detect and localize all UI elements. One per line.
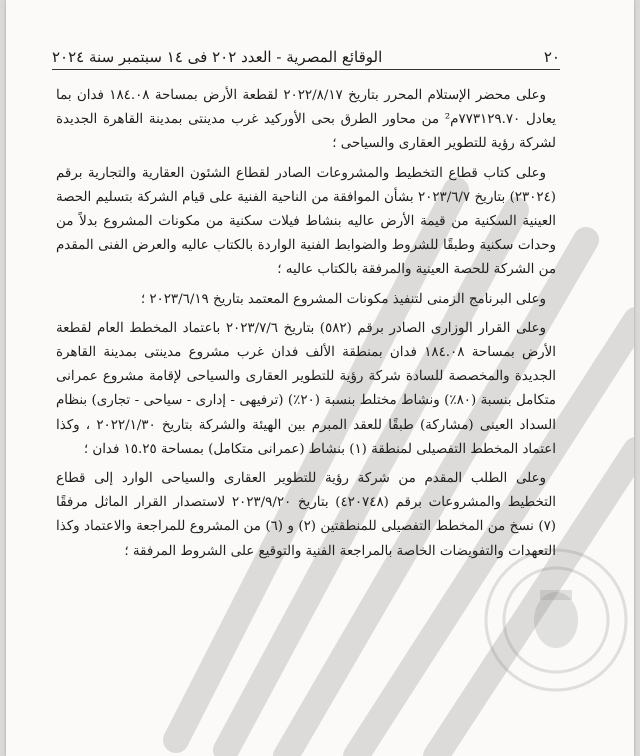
header-title: الوقائع المصرية - العدد ٢٠٢ فى ١٤ سبتمبر سنة ٢٠٢٤ xyxy=(52,48,383,66)
header-divider xyxy=(52,69,560,70)
document-page xyxy=(6,0,634,756)
paragraph: وعلى كتاب قطاع التخطيط والمشروعات الصادر لقطاع الشئون العقارية والتجارية برقم (٢٣٠٢٤) بتاريخ ٢٠٢٣/٦/٧ بشأن الموافقة من الناحية الفنية على قيام الشركة بتسليم الحصة العينية السكنية من قيمة الأرض عاليه بنشاط فيلات سكنية من مكونات المشروع بدلاً من وحدات سكنية وطبقًا للشروط والضوابط الفنية الواردة بالكتاب عاليه والعرض الفنى المقدم من الشركة للحصة العينية والمرفقة بالكتاب عاليه ؛ xyxy=(56,165,556,278)
paragraph: وعلى البرنامج الزمنى لتنفيذ مكونات المشروع المعتمد بتاريخ ٢٠٢٣/٦/١٩ ؛ xyxy=(140,291,546,307)
paragraph: وعلى الطلب المقدم من شركة رؤية للتطوير العقارى والسياحى الوارد إلى قطاع التخطيط والمشروعات برقم (٤٢٠٧٤٨) بتاريخ ٢٠٢٣/٩/٢٠ لاستصدار القرار الماثل مرفقًا (٧) نسخ من المخطط التفصيلى للمنطقتين (٢) و (٦) من المشروع للمراجعة والاعتماد وكذا التعهدات والتفويضات الخاصة بالمراجعة الفنية والتوقيع على الشروط المرفقة ؛ xyxy=(56,471,556,559)
running-header xyxy=(52,36,560,66)
page-number: ٢٠ xyxy=(543,48,560,66)
decree-body xyxy=(56,84,556,569)
paragraph: وعلى محضر الإستلام المحرر بتاريخ ٢٠٢٢/٨/١٧ لقطعة الأرض بمساحة ١٨٤.٠٨ فدان بما يعادل ٧٧٣١٢٩.٧٠م² من محاور الطرق بحى الأوركيد غرب مدينتى بمدينة القاهرة الجديدة لشركة رؤية للتطوير العقارى والسياحى ؛ xyxy=(56,88,556,152)
paragraph: وعلى القرار الوزارى الصادر برقم (٥٨٢) بتاريخ ٢٠٢٣/٧/٦ باعتماد المخطط العام لقطعة الأرض بمساحة ١٨٤.٠٨ فدان بمنطقة الألف فدان غرب مشروع مدينتى بمدينة القاهرة الجديدة والمخصصة للسادة شركة رؤية للتطوير العقارى والسياحى لإقامة مشروع عمرانى متكامل بنسبة (٨٠٪) ونشاط مختلط بنسبة (٢٠٪) (ترفيهى - إدارى - سياحى - تجارى) بنظام السداد العينى (مشاركة) طبقًا للعقد المبرم بين الهيئة والشركة بتاريخ ٢٠٢٢/١/٣٠ ، وكذا اعتماد المخطط التفصيلى لمنطقة (١) بنشاط (عمرانى متكامل) بمساحة ١٥.٢٥ فدان ؛ xyxy=(56,320,557,457)
